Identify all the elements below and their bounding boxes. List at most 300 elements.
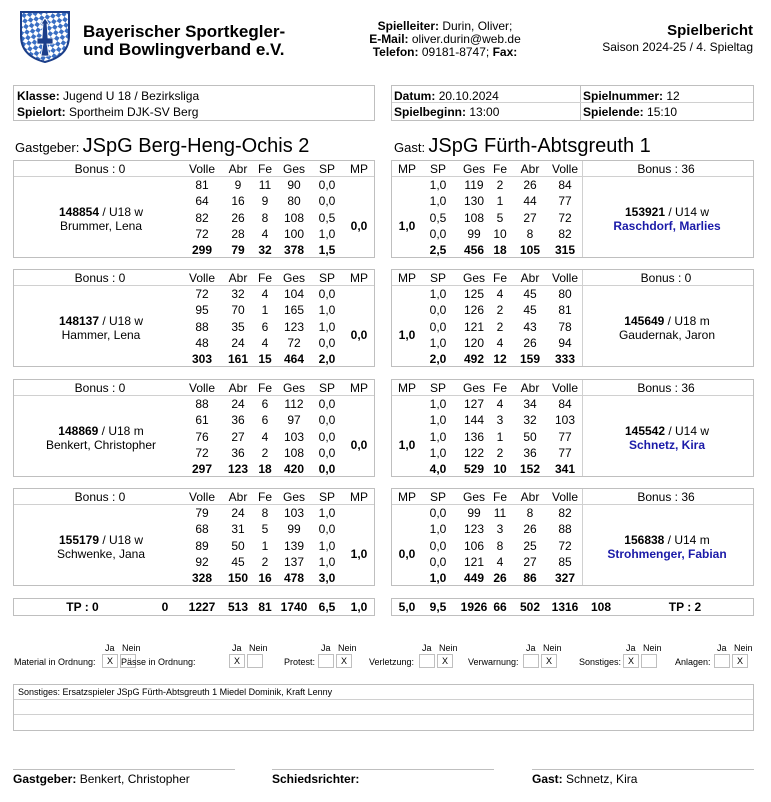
ja-header[interactable]: Ja [626, 643, 636, 653]
home-score-cell: 61 [195, 413, 209, 428]
away-score-cell: 81 [558, 303, 572, 318]
away-mp: 0,0 [398, 547, 416, 561]
home-score-cell: 0,0 [318, 178, 336, 192]
nein-header[interactable]: Nein [643, 643, 662, 653]
home-total-cell: 464 [283, 352, 305, 367]
home-score-cell: 1,0 [318, 319, 336, 334]
ja-checkbox[interactable] [714, 654, 730, 668]
notes-text: Sonstiges: Ersatzspieler JSpG Fürth-Abtsgreuth 1 Miedel Dominik, Kraft Lenny [18, 687, 333, 697]
column-header: Abr [228, 162, 248, 176]
away-bonus-total: 108 [590, 600, 612, 614]
away-team: Gast: JSpG Fürth-Abtsgreuth 1 [394, 135, 651, 157]
nein-checkbox[interactable] [247, 654, 263, 668]
column-header: Fe [257, 490, 272, 504]
away-score-cell: 1 [496, 194, 504, 209]
nein-header[interactable]: Nein [439, 643, 458, 653]
away-score-cell: 0,5 [429, 210, 447, 225]
check-label: Verwarnung: [468, 657, 519, 667]
home-score-cell: 99 [287, 522, 301, 537]
datum: Datum: 20.10.2024 [394, 89, 499, 103]
away-player [586, 533, 748, 561]
home-score-cell: 0,0 [318, 445, 336, 460]
away-signature: Gast: Schnetz, Kira [532, 772, 638, 786]
home-score-cell: 8 [261, 210, 269, 225]
column-header: SP [429, 162, 446, 176]
column-header: Abr [228, 381, 248, 395]
bskv-logo [17, 8, 73, 64]
column-header: Fe [492, 490, 507, 504]
away-score-cell: 80 [558, 287, 572, 301]
away-score-cell: 27 [523, 554, 537, 569]
away-score-cell: 4 [496, 397, 504, 411]
column-header: Ges [282, 381, 305, 395]
ja-checkbox[interactable] [523, 654, 539, 668]
check-label: Sonstiges: [579, 657, 622, 667]
nein-header[interactable]: Nein [338, 643, 357, 653]
away-total-cell: 333 [554, 352, 576, 367]
column-header: Volle [551, 162, 579, 176]
home-mp: 0,0 [350, 328, 368, 342]
column-header: Fe [257, 381, 272, 395]
away-score-cell: 82 [558, 226, 572, 241]
ja-header[interactable]: Ja [717, 643, 727, 653]
home-player [20, 533, 182, 561]
home-player-name: Benkert, Christopher [45, 438, 157, 452]
away-total-cell: 1316 [551, 600, 579, 614]
home-signature: Gastgeber: Benkert, Christopher [13, 772, 190, 786]
away-bonus: Bonus : 36 [637, 162, 695, 176]
column-header: SP [318, 271, 335, 285]
home-total-cell: 150 [227, 571, 249, 586]
away-score-cell: 4 [496, 287, 504, 301]
header-line [392, 504, 753, 505]
column-header: Abr [520, 271, 540, 285]
ja-checkbox[interactable]: X [102, 654, 118, 668]
spielnummer: Spielnummer: 12 [583, 89, 680, 103]
away-total-cell: 1,0 [429, 571, 447, 586]
nein-header[interactable]: Nein [122, 643, 141, 653]
spielort: Spielort: Sportheim DJK-SV Berg [17, 105, 199, 119]
away-total-cell: 502 [519, 600, 541, 614]
away-score-cell: 127 [463, 397, 485, 411]
away-score-cell: 26 [523, 522, 537, 537]
home-score-cell: 1,0 [318, 506, 336, 520]
away-total-cell: 2,0 [429, 352, 447, 367]
away-score-cell: 0,0 [429, 554, 447, 569]
away-player-name: Strohmenger, Fabian [607, 547, 727, 561]
away-score-cell: 123 [463, 522, 485, 537]
away-total-cell: 327 [554, 571, 576, 586]
column-header: MP [398, 271, 416, 285]
home-total-cell: 0,0 [318, 462, 336, 477]
away-total-cell: 26 [493, 571, 507, 586]
notes-line [14, 714, 753, 715]
organization-name: Bayerischer Sportkegler- und Bowlingverband e.V. [83, 22, 286, 59]
away-score-cell: 26 [523, 178, 537, 192]
away-score-cell: 27 [523, 210, 537, 225]
season-info: Saison 2024-25 / 4. Spieltag [602, 40, 753, 54]
away-score-cell: 85 [558, 554, 572, 569]
check-label: Material in Ordnung: [14, 657, 96, 667]
home-score-cell: 108 [283, 445, 305, 460]
away-score-cell: 8 [496, 538, 504, 553]
spielbeginn: Spielbeginn: 13:00 [394, 105, 500, 119]
away-score-cell: 4 [496, 335, 504, 350]
away-score-cell: 72 [558, 538, 572, 553]
away-score-cell: 1,0 [429, 429, 447, 444]
home-score-cell: 139 [283, 538, 305, 553]
home-total-cell: 79 [231, 243, 245, 258]
home-score-cell: 0,5 [318, 210, 336, 225]
home-total-cell: 18 [258, 462, 272, 477]
home-score-cell: 76 [195, 429, 209, 444]
column-header: Ges [462, 490, 485, 504]
away-signature-line [532, 769, 754, 770]
column-header: Volle [188, 162, 216, 176]
nein-checkbox[interactable]: X [437, 654, 453, 668]
home-score-cell: 9 [234, 178, 242, 192]
away-player-name: Schnetz, Kira [628, 438, 706, 452]
nein-checkbox[interactable]: X [541, 654, 557, 668]
away-score-cell: 126 [463, 303, 485, 318]
home-score-cell: 103 [283, 429, 305, 444]
home-mp: 1,0 [350, 547, 368, 561]
home-score-cell: 80 [287, 194, 301, 209]
away-score-cell: 3 [496, 522, 504, 537]
column-header: Ges [462, 381, 485, 395]
home-score-cell: 32 [231, 287, 245, 301]
home-score-cell: 1 [261, 538, 269, 553]
nein-header[interactable]: Nein [543, 643, 562, 653]
home-score-cell: 92 [195, 554, 209, 569]
referee-signature-line [272, 769, 494, 770]
away-mp: 1,0 [398, 219, 416, 233]
header-line [392, 395, 753, 396]
home-score-cell: 2 [261, 445, 269, 460]
away-score-cell: 1,0 [429, 335, 447, 350]
away-score-cell: 121 [463, 319, 485, 334]
home-player-pass: 155179 / U18 w [58, 533, 144, 547]
away-score-cell: 78 [558, 319, 572, 334]
header-line [14, 176, 374, 177]
away-total-cell: 12 [493, 352, 507, 367]
home-score-cell: 36 [231, 445, 245, 460]
contact-info: Spielleiter: Durin, Oliver; E-Mail: oliver.durin@web.de Telefon: 09181-8747; Fax: [369, 19, 521, 59]
away-total-cell: 341 [554, 462, 576, 477]
column-header: Fe [257, 271, 272, 285]
check-label: Protest: [284, 657, 316, 667]
home-score-cell: 68 [195, 522, 209, 537]
home-total-cell: 478 [283, 571, 305, 586]
info-divider [580, 86, 581, 120]
away-total-cell: 449 [463, 571, 485, 586]
away-player [586, 424, 748, 452]
home-score-cell: 28 [231, 226, 245, 241]
home-total-cell: 16 [258, 571, 272, 586]
home-total-cell: 513 [227, 600, 249, 614]
home-total-cell: 303 [191, 352, 213, 367]
home-score-cell: 4 [261, 335, 269, 350]
report-title: Spielbericht [667, 22, 753, 39]
nein-checkbox[interactable]: X [732, 654, 748, 668]
home-player [20, 314, 182, 342]
away-score-cell: 0,0 [429, 319, 447, 334]
away-score-cell: 88 [558, 522, 572, 537]
home-total-cell: 420 [283, 462, 305, 477]
home-score-cell: 26 [231, 210, 245, 225]
home-total-cell: 6,5 [318, 600, 336, 614]
away-total-cell: 5,0 [398, 600, 416, 614]
home-score-cell: 4 [261, 429, 269, 444]
away-score-cell: 44 [523, 194, 537, 209]
away-score-cell: 32 [523, 413, 537, 428]
column-header: Ges [462, 271, 485, 285]
away-score-cell: 8 [526, 506, 534, 520]
away-score-cell: 0,0 [429, 506, 447, 520]
home-score-cell: 48 [195, 335, 209, 350]
away-mp: 1,0 [398, 438, 416, 452]
home-player-pass: 148869 / U18 m [58, 424, 144, 438]
away-score-cell: 26 [523, 335, 537, 350]
away-score-cell: 77 [558, 194, 572, 209]
column-header: MP [350, 381, 368, 395]
home-total-cell: 15 [258, 352, 272, 367]
away-score-cell: 8 [526, 226, 534, 241]
home-tp: TP : 0 [66, 600, 99, 614]
away-score-cell: 84 [558, 178, 572, 192]
check-label: Pässe in Ordnung: [121, 657, 196, 667]
home-total-cell: 123 [227, 462, 249, 477]
home-score-cell: 27 [231, 429, 245, 444]
home-team: Gastgeber: JSpG Berg-Heng-Ochis 2 [15, 135, 310, 157]
ja-header[interactable]: Ja [232, 643, 242, 653]
column-header: Abr [228, 271, 248, 285]
away-score-cell: 120 [463, 335, 485, 350]
home-score-cell: 24 [231, 335, 245, 350]
away-score-cell: 136 [463, 429, 485, 444]
nein-checkbox[interactable] [641, 654, 657, 668]
nein-header[interactable]: Nein [734, 643, 753, 653]
home-player [20, 424, 182, 452]
away-score-cell: 0,0 [429, 303, 447, 318]
home-score-cell: 45 [231, 554, 245, 569]
away-score-cell: 10 [493, 226, 507, 241]
ja-header[interactable]: Ja [105, 643, 115, 653]
home-total-cell: 1,0 [350, 600, 368, 614]
home-score-cell: 89 [195, 538, 209, 553]
column-header: Ges [282, 162, 305, 176]
away-total-cell: 4,0 [429, 462, 447, 477]
away-score-cell: 2 [496, 445, 504, 460]
home-score-cell: 95 [195, 303, 209, 318]
home-score-cell: 137 [283, 554, 305, 569]
away-score-cell: 34 [523, 397, 537, 411]
ja-header[interactable]: Ja [526, 643, 536, 653]
away-score-cell: 130 [463, 194, 485, 209]
home-score-cell: 0,0 [318, 287, 336, 301]
home-total-cell: 1740 [280, 600, 308, 614]
ja-checkbox[interactable]: X [623, 654, 639, 668]
check-label: Verletzung: [369, 657, 415, 667]
home-signature-line [13, 769, 235, 770]
home-bonus: Bonus : 0 [74, 271, 126, 285]
notes-line [14, 699, 753, 700]
home-bonus: Bonus : 0 [74, 381, 126, 395]
away-total-cell: 315 [554, 243, 576, 258]
column-header: Ges [282, 271, 305, 285]
home-bonus: Bonus : 0 [74, 162, 126, 176]
home-score-cell: 82 [195, 210, 209, 225]
ja-header[interactable]: Ja [422, 643, 432, 653]
home-score-cell: 24 [231, 397, 245, 411]
away-score-cell: 0,0 [429, 538, 447, 553]
away-score-cell: 1,0 [429, 413, 447, 428]
away-score-cell: 2 [496, 178, 504, 192]
nein-header[interactable]: Nein [249, 643, 268, 653]
home-score-cell: 16 [231, 194, 245, 209]
away-score-cell: 45 [523, 303, 537, 318]
home-total-cell: 297 [191, 462, 213, 477]
ja-checkbox[interactable]: X [229, 654, 245, 668]
away-score-cell: 99 [467, 226, 481, 241]
home-score-cell: 1 [261, 303, 269, 318]
home-score-cell: 9 [261, 194, 269, 209]
home-score-cell: 4 [261, 287, 269, 301]
column-header: SP [318, 490, 335, 504]
away-score-cell: 5 [496, 210, 504, 225]
away-score-cell: 84 [558, 397, 572, 411]
header-line [14, 285, 374, 286]
column-header: Ges [462, 162, 485, 176]
home-score-cell: 81 [195, 178, 209, 192]
home-total-cell: 1,5 [318, 243, 336, 258]
away-total-cell: 18 [493, 243, 507, 258]
column-header: MP [350, 490, 368, 504]
away-total-cell: 159 [519, 352, 541, 367]
home-score-cell: 72 [287, 335, 301, 350]
away-score-cell: 45 [523, 287, 537, 301]
home-total-cell: 161 [227, 352, 249, 367]
away-total-cell: 1926 [460, 600, 488, 614]
column-header: SP [429, 271, 446, 285]
column-header: Ges [282, 490, 305, 504]
away-player-pass: 156838 / U14 m [624, 533, 710, 547]
away-score-cell: 1,0 [429, 397, 447, 411]
away-score-cell: 1,0 [429, 522, 447, 537]
check-label: Anlagen: [675, 657, 711, 667]
home-score-cell: 36 [231, 413, 245, 428]
away-score-cell: 43 [523, 319, 537, 334]
column-header: Fe [492, 381, 507, 395]
away-player-pass: 153921 / U14 w [624, 205, 710, 219]
nein-checkbox[interactable]: X [336, 654, 352, 668]
ja-checkbox[interactable] [318, 654, 334, 668]
column-header: MP [398, 381, 416, 395]
home-player-pass: 148854 / U18 w [58, 205, 144, 219]
home-score-cell: 64 [195, 194, 209, 209]
header-line [392, 176, 753, 177]
home-bonus-total: 0 [161, 600, 169, 614]
header-line [14, 504, 374, 505]
home-score-cell: 0,0 [318, 335, 336, 350]
home-score-cell: 88 [195, 397, 209, 411]
home-score-cell: 8 [261, 506, 269, 520]
column-header: Volle [188, 490, 216, 504]
away-score-cell: 103 [554, 413, 576, 428]
away-player [586, 205, 748, 233]
away-total-cell: 105 [519, 243, 541, 258]
away-score-cell: 122 [463, 445, 485, 460]
column-header: SP [318, 381, 335, 395]
home-score-cell: 104 [283, 287, 305, 301]
ja-checkbox[interactable] [419, 654, 435, 668]
header-line [14, 395, 374, 396]
column-header: MP [398, 162, 416, 176]
away-total-cell: 456 [463, 243, 485, 258]
home-score-cell: 0,0 [318, 413, 336, 428]
away-bonus: Bonus : 36 [637, 490, 695, 504]
home-score-cell: 24 [231, 506, 245, 520]
away-score-cell: 25 [523, 538, 537, 553]
column-header: MP [398, 490, 416, 504]
column-header: Volle [188, 271, 216, 285]
home-score-cell: 31 [231, 522, 245, 537]
column-header: MP [350, 271, 368, 285]
spielende: Spielende: 15:10 [583, 105, 678, 119]
home-score-cell: 50 [231, 538, 245, 553]
away-score-cell: 144 [463, 413, 485, 428]
home-player-name: Schwenke, Jana [56, 547, 146, 561]
away-score-cell: 1,0 [429, 194, 447, 209]
home-score-cell: 1,0 [318, 554, 336, 569]
column-header: Abr [520, 162, 540, 176]
home-score-cell: 72 [195, 445, 209, 460]
column-header: Volle [551, 490, 579, 504]
home-score-cell: 6 [261, 397, 269, 411]
column-header: Abr [520, 381, 540, 395]
header-line [392, 285, 753, 286]
away-score-cell: 94 [558, 335, 572, 350]
home-player-pass: 148137 / U18 w [58, 314, 144, 328]
away-score-cell: 1,0 [429, 445, 447, 460]
home-score-cell: 112 [284, 397, 304, 411]
away-score-cell: 11 [493, 506, 507, 520]
away-score-cell: 125 [463, 287, 485, 301]
home-total-cell: 1227 [188, 600, 216, 614]
home-score-cell: 72 [195, 226, 209, 241]
away-total-cell: 152 [519, 462, 541, 477]
away-score-cell: 1,0 [429, 287, 447, 301]
column-header: MP [350, 162, 368, 176]
away-total-cell: 10 [493, 462, 507, 477]
away-score-cell: 82 [558, 506, 572, 520]
away-score-cell: 0,0 [429, 226, 447, 241]
home-score-cell: 1,0 [318, 538, 336, 553]
away-score-cell: 3 [496, 413, 504, 428]
home-score-cell: 0,0 [318, 522, 336, 537]
home-score-cell: 1,0 [318, 226, 336, 241]
home-player-name: Hammer, Lena [61, 328, 141, 342]
away-bonus: Bonus : 36 [637, 381, 695, 395]
home-score-cell: 90 [287, 178, 301, 192]
home-score-cell: 79 [195, 506, 209, 520]
column-header: Volle [551, 271, 579, 285]
report-heading [602, 23, 753, 55]
home-total-cell: 3,0 [318, 571, 336, 586]
away-player-pass: 145649 / U18 m [624, 314, 710, 328]
home-score-cell: 0,0 [318, 194, 336, 209]
ja-header[interactable]: Ja [321, 643, 331, 653]
